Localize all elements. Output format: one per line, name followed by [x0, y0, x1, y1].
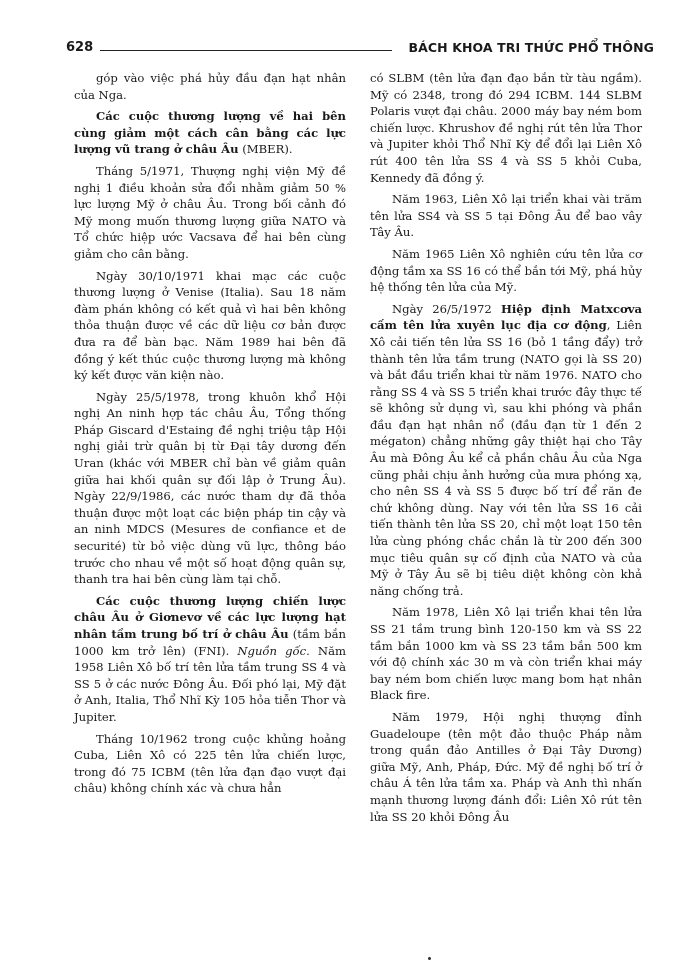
paragraph	[74, 593, 346, 726]
paragraph-text: Năm 1978, Liên Xô lại triển khai tên lửa SS 21 tầm trung bình 120-150 km và SS 22 tầm bắn 1000 km và SS 23 tầm bắn 500 km với độ chính xác 30 m và còn triển khai máy bay ném bom chiến lược mang bom hạt nhân Black fire.	[370, 605, 642, 703]
paragraph-text: góp vào việc phá hủy đầu đạn hạt nhân của Nga.	[74, 71, 346, 102]
paragraph-text: Năm 1963, Liên Xô lại triển khai vài trăm tên lửa SS4 và SS 5 tại Đông Âu để bao vây Tây Âu.	[370, 192, 642, 240]
paragraph	[74, 70, 346, 103]
paragraph-text: Năm 1958 Liên Xô bố trí tên lửa tầm trung SS 4 và SS 5 ở các nước Đông Âu. Đối phó lại, Mỹ đặt ở Anh, Italia, Thổ Nhĩ Kỳ 105 hỏa tiễn Thor và Jupiter.	[74, 643, 346, 724]
paragraph	[74, 389, 346, 588]
paragraph	[74, 731, 346, 797]
paragraph-text: , Liên Xô cải tiến tên lửa SS 16 (bỏ 1 tầng đẩy) trở thành tên lửa tầm trung (NATO gọi là SS 20) và bắt đầu triển khai từ năm 1976. NATO cho rằng SS 4 và SS 5 triển khai trước đây thực tế sẽ không sử dụng vì, sau khi phóng và phần đầu đạn hạt nhân nổ (đầu đạn từ 1 đến 2 mégaton) chẳng những gây thiệt hại cho Tây Âu mà Đông Âu kể cả phần châu Âu của Nga cũng phải chịu ảnh hưởng của mưa phóng xạ, cho nên SS 4 và SS 5 được bố trí để răn đe chứ không dùng. Nay với tên lửa SS 16 cải tiến thành tên lửa SS 20, chỉ một loạt 150 tên lửa cùng phóng chắc chắn là từ 200 đến 300 mục tiêu quân sự cố định của NATO và của Mỹ ở Tây Âu sẽ bị tiêu diệt không còn khả năng chống trả.	[370, 318, 642, 598]
paragraph	[370, 70, 642, 186]
paragraph	[370, 604, 642, 704]
paragraph	[370, 246, 642, 296]
bold-heading: Các cuộc thương lượng chiến lược châu Âu ở Giơnevơ về các lực lượng hạt nhân tầm trung bố trí ở châu Âu	[74, 593, 346, 641]
paragraph	[74, 268, 346, 384]
bold-heading: Hiệp định Matxcơva cấm tên lửa xuyên lục địa cơ động	[370, 301, 642, 333]
paragraph-text: Tháng 10/1962 trong cuộc khủng hoảng Cuba, Liên Xô có 225 tên lửa chiến lược, trong đó 75 ICBM (tên lửa đạn đạo vượt đại châu) không chính xác và chưa hẳn	[74, 731, 346, 796]
left-column	[74, 70, 346, 802]
paragraph-text: Ngày 30/10/1971 khai mạc các cuộc thương lượng ở Venise (Italia). Sau 18 năm đàm phán không có kết quả vì hai bên không thỏa thuận được về các dữ liệu cơ bản được đưa ra để bàn bạc. Năm 1989 hai bên đã đồng ý kết thúc cuộc thương lượng mà không ký kết được văn kiện nào.	[74, 268, 346, 383]
paragraph	[370, 301, 642, 600]
page-number: 628	[66, 40, 94, 55]
paragraph-text: (MBER).	[238, 142, 293, 157]
page-header	[66, 40, 654, 60]
page-mark	[428, 957, 431, 960]
paragraph-text: Năm 1965 Liên Xô nghiên cứu tên lửa cơ động tầm xa SS 16 có thể bắn tới Mỹ, phá hủy hệ thống tên lửa của Mỹ.	[370, 246, 642, 295]
italic-label: Nguồn gốc.	[237, 643, 310, 658]
paragraph	[74, 163, 346, 263]
paragraph-text: Năm 1979, Hội nghị thượng đỉnh Guadeloupe (tên một đảo thuộc Pháp nằm trong quần đảo Antilles ở Đại Tây Dương) giữa Mỹ, Anh, Pháp, Đức. Mỹ đề nghị bố trí ở châu Á tên lửa tầm xa. Pháp và Anh thì nhấn mạnh thương lượng đánh đổi: Liên Xô rút tên lửa SS 20 khỏi Đông Âu	[370, 709, 642, 824]
paragraph-text: Ngày 25/5/1978, trong khuôn khổ Hội nghị An ninh hợp tác châu Âu, Tổng thống Pháp Giscard d'Estaing đề nghị triệu tập Hội nghị giải trừ quân bị từ Đại tây dương đến Uran (khác với MBER chỉ bàn về giảm quân giữa hai khối quân sự đối lập ở Trung Âu). Ngày 22/9/1986, các nước tham dự đã thỏa thuận được một loạt các biện pháp tin cậy và an ninh MDCS (Mesures de confiance et de securité) từ bỏ việc dùng vũ lực, thông báo trước cho nhau về một số hoạt động quân sự, thanh tra hai bên cùng làm tại chỗ.	[74, 389, 346, 587]
paragraph	[74, 108, 346, 158]
paragraph	[370, 709, 642, 825]
paragraph-text: (tầm bắn 1000 km trở lên) (FNI).	[74, 627, 346, 658]
paragraph-text: Ngày 26/5/1972	[392, 301, 501, 316]
bold-heading: Các cuộc thương lượng về hai bên cùng giảm một cách cân bằng các lực lượng vũ trang ở châu Âu	[74, 109, 346, 157]
paragraph-text: Tháng 5/1971, Thượng nghị viện Mỹ đề nghị 1 điều khoản sửa đổi nhằm giảm 50 % lực lượng Mỹ ở châu Âu. Trong bối cảnh đó Mỹ mong muốn thương lượng giữa NATO và Tổ chức hiệp ước Vacsava để hai bên cùng giảm cho cân bằng.	[74, 163, 346, 261]
header-rule	[100, 50, 392, 51]
paragraph-text: có SLBM (tên lửa đạn đạo bắn từ tàu ngầm). Mỹ có 2348, trong đó 294 ICBM. 144 SLBM Polaris vượt đại châu. 2000 máy bay ném bom chiến lược. Khrushov đề nghị rút tên lửa Thor và Jupiter khỏi Thổ Nhĩ Kỳ để đổi lại Liên Xô rút 400 tên lửa SS 4 và SS 5 khỏi Cuba, Kennedy đã đồng ý.	[370, 71, 642, 185]
running-title: BÁCH KHOA TRI THỨC PHỔ THÔNG	[408, 40, 654, 55]
right-column	[370, 70, 642, 830]
paragraph	[370, 191, 642, 241]
